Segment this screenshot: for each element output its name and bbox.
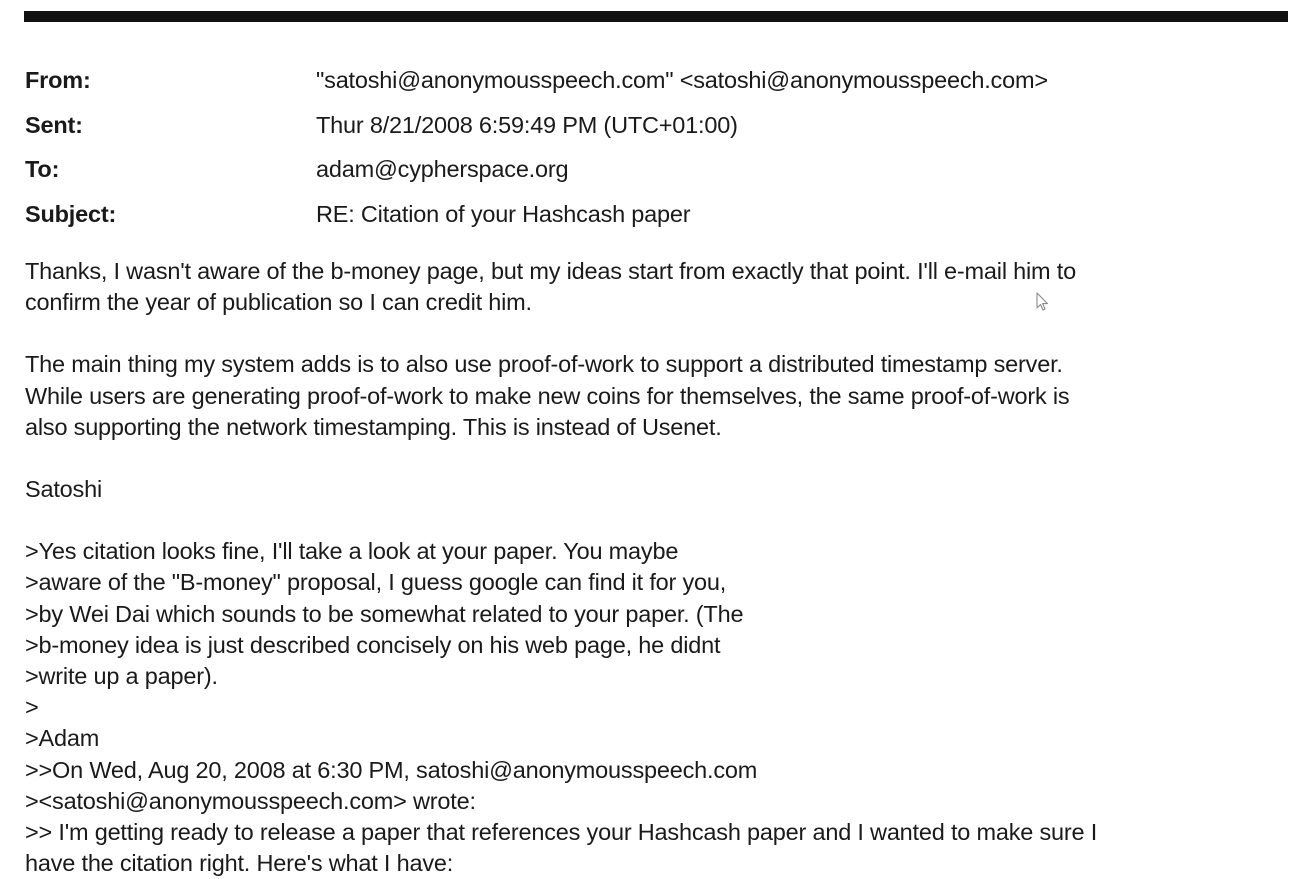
- quoted-line: >Yes citation looks fine, I'll take a look at your paper. You maybe: [25, 538, 679, 565]
- header-from: [25, 58, 1048, 103]
- email-headers: [25, 58, 1048, 237]
- paragraph-line: also supporting the network timestamping. This is instead of Usenet.: [25, 413, 722, 440]
- quoted-line: >>On Wed, Aug 20, 2008 at 6:30 PM, satoshi@anonymousspeech.com: [25, 756, 758, 783]
- quoted-line: >write up a paper).: [25, 663, 218, 690]
- quoted-line: >Adam: [25, 725, 100, 752]
- quoted-line: >: [25, 694, 39, 721]
- body-paragraph-1: [25, 256, 1287, 318]
- from-value: "satoshi@anonymousspeech.com" <satoshi@anonymousspeech.com>: [316, 66, 1048, 93]
- signature-name: Satoshi: [25, 476, 102, 503]
- paragraph-line: confirm the year of publication so I can credit him.: [25, 289, 532, 316]
- quoted-line: >b-money idea is just described concisely on his web page, he didnt: [25, 631, 721, 658]
- to-label: To:: [25, 156, 60, 183]
- quoted-line: >aware of the "B-money" proposal, I guess google can find it for you,: [25, 569, 727, 596]
- sent-value: Thur 8/21/2008 6:59:49 PM (UTC+01:00): [316, 111, 738, 138]
- paragraph-line: While users are generating proof-of-work to make new coins for themselves, the same proof-of-work is: [25, 382, 1070, 409]
- paragraph-line: Thanks, I wasn't aware of the b-money page, but my ideas start from exactly that point. I'll e-mail him to: [25, 258, 1076, 284]
- quoted-line: have the citation right. Here's what I have:: [25, 850, 454, 877]
- quoted-line: >by Wei Dai which sounds to be somewhat related to your paper. (The: [25, 600, 744, 627]
- paragraph-line: The main thing my system adds is to also use proof-of-work to support a distributed timestamp server.: [25, 351, 1063, 378]
- mouse-pointer-icon: [1036, 292, 1050, 312]
- subject-value: RE: Citation of your Hashcash paper: [316, 200, 691, 227]
- header-sent: [25, 103, 1048, 148]
- signature: [25, 474, 1287, 505]
- quoted-line: >> I'm getting ready to release a paper that references your Hashcash paper and I wanted to make sure I: [25, 819, 1098, 846]
- header-to: [25, 147, 1048, 192]
- top-divider: [24, 11, 1288, 22]
- header-subject: [25, 192, 1048, 237]
- to-value: adam@cypherspace.org: [316, 156, 569, 183]
- quoted-reply: [25, 536, 1287, 879]
- email-body: [25, 256, 1287, 879]
- subject-label: Subject:: [25, 200, 117, 227]
- from-label: From:: [25, 66, 91, 93]
- sent-label: Sent:: [25, 111, 83, 138]
- body-paragraph-2: [25, 349, 1287, 443]
- quoted-line: ><satoshi@anonymousspeech.com> wrote:: [25, 787, 476, 814]
